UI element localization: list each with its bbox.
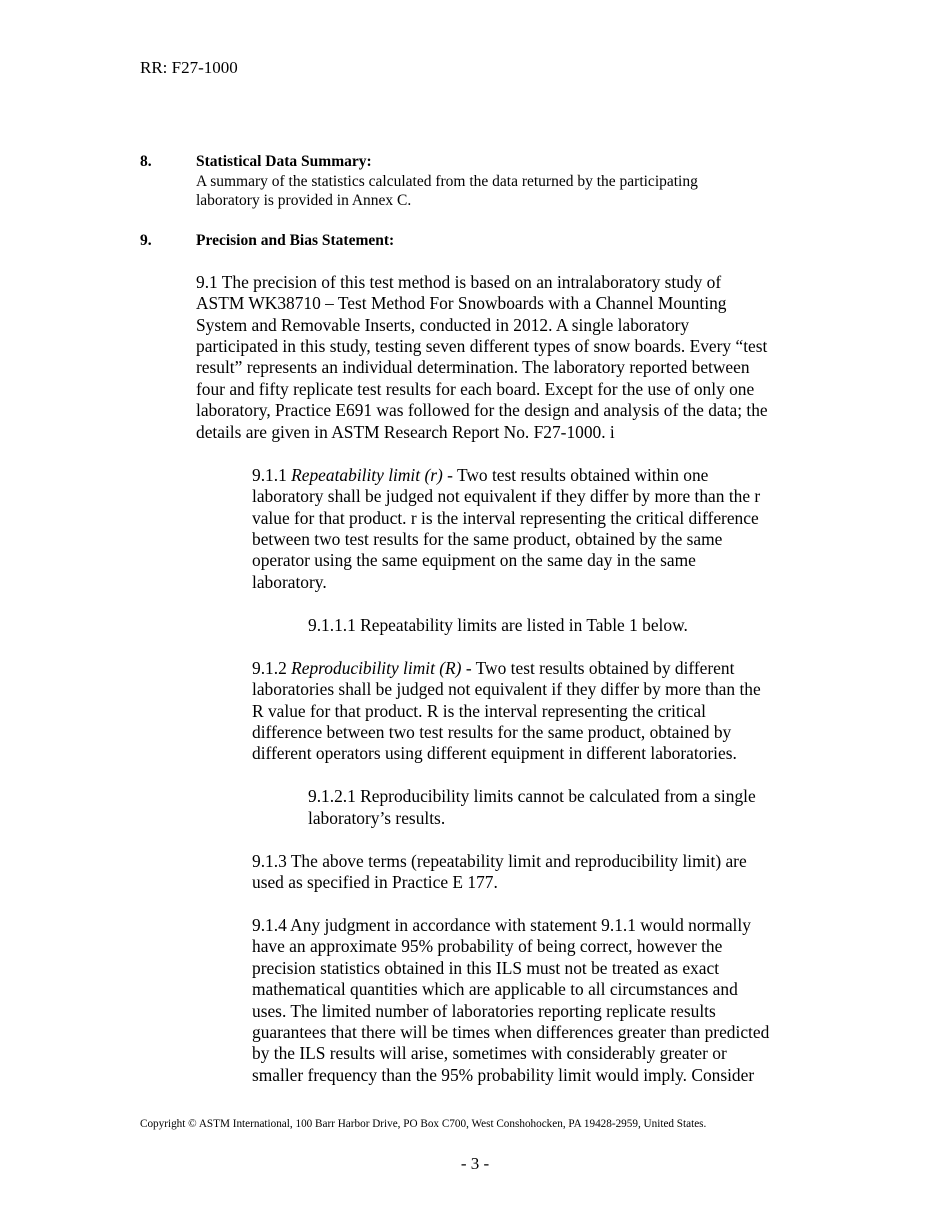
- para-9-1-1-prefix: 9.1.1: [252, 465, 292, 485]
- section-8-number: 8.: [140, 153, 152, 170]
- para-9-1-2-line: difference between two test results for the same product, obtained by: [252, 722, 732, 742]
- reproducibility-term: Reproducibility limit (R): [291, 658, 462, 678]
- para-9-1-4-line: guarantees that there will be times when differences greater than predicted: [252, 1022, 770, 1042]
- section-9-number: 9.: [140, 232, 152, 249]
- para-9-1-4-line: uses. The limited number of laboratories reporting replicate results: [252, 1001, 716, 1021]
- section-9-title: Precision and Bias Statement:: [196, 232, 395, 249]
- para-9-1-2-1-line: laboratory’s results.: [308, 808, 446, 828]
- footer-copyright: Copyright © ASTM International, 100 Barr Harbor Drive, PO Box C700, West Conshohocken, PA 19428-2959, United States.: [140, 1118, 707, 1130]
- section-8-text-line: A summary of the statistics calculated from the data returned by the participating: [196, 173, 698, 190]
- section-8-title: Statistical Data Summary:: [196, 153, 372, 170]
- para-9-1-line: ASTM WK38710 – Test Method For Snowboards with a Channel Mounting: [196, 293, 727, 313]
- para-9-1-1-line: laboratory shall be judged not equivalent if they differ by more than the r: [252, 486, 761, 506]
- para-9-1-4-line: by the ILS results will arise, sometimes with considerably greater or: [252, 1043, 727, 1063]
- para-9-1-line: laboratory, Practice E691 was followed for the design and analysis of the data; the: [196, 400, 768, 420]
- para-9-1-2-line: R value for that product. R is the interval representing the critical: [252, 701, 706, 721]
- para-9-1-line: participated in this study, testing seven different types of snow boards. Every “test: [196, 336, 768, 356]
- section-8-text-line: laboratory is provided in Annex C.: [196, 192, 412, 209]
- para-9-1-1-1: 9.1.1.1 Repeatability limits are listed in Table 1 below.: [308, 615, 688, 635]
- para-9-1-2-line: different operators using different equipment in different laboratories.: [252, 743, 737, 763]
- para-9-1-2-first-line: [252, 658, 734, 679]
- para-9-1-line: result” represents an individual determination. The laboratory reported between: [196, 357, 750, 377]
- para-9-1-4-line: precision statistics obtained in this ILS must not be treated as exact: [252, 958, 720, 978]
- page-number: - 3 -: [460, 1154, 490, 1173]
- para-9-1-1-first-line: [252, 465, 708, 486]
- para-9-1-1-rest: - Two test results obtained within one: [442, 465, 709, 485]
- para-9-1-line: 9.1 The precision of this test method is based on an intralaboratory study of: [196, 272, 722, 292]
- para-9-1-4-line: 9.1.4 Any judgment in accordance with statement 9.1.1 would normally: [252, 915, 751, 935]
- para-9-1-line: details are given in ASTM Research Report No. F27-1000. i: [196, 422, 615, 442]
- repeatability-term: Repeatability limit (r): [291, 465, 443, 485]
- para-9-1-4-line: smaller frequency than the 95% probability limit would imply. Consider: [252, 1065, 755, 1085]
- para-9-1-1-line: value for that product. r is the interval representing the critical difference: [252, 508, 759, 528]
- para-9-1-1-line: laboratory.: [252, 572, 327, 592]
- para-9-1-line: four and fifty replicate test results for each board. Except for the use of only one: [196, 379, 755, 399]
- para-9-1-3-line: used as specified in Practice E 177.: [252, 872, 498, 892]
- para-9-1-2-1-line: 9.1.2.1 Reproducibility limits cannot be calculated from a single: [308, 786, 756, 806]
- para-9-1-2-prefix: 9.1.2: [252, 658, 292, 678]
- para-9-1-2-line: laboratories shall be judged not equivalent if they differ by more than the: [252, 679, 761, 699]
- report-code: RR: F27-1000: [140, 58, 238, 77]
- para-9-1-1-line: operator using the same equipment on the same day in the same: [252, 550, 696, 570]
- para-9-1-4-line: have an approximate 95% probability of being correct, however the: [252, 936, 723, 956]
- para-9-1-line: System and Removable Inserts, conducted in 2012. A single laboratory: [196, 315, 690, 335]
- para-9-1-4-line: mathematical quantities which are applicable to all circumstances and: [252, 979, 738, 999]
- para-9-1-2-rest: - Two test results obtained by different: [461, 658, 735, 678]
- para-9-1-1-line: between two test results for the same product, obtained by the same: [252, 529, 723, 549]
- para-9-1-3-line: 9.1.3 The above terms (repeatability limit and reproducibility limit) are: [252, 851, 747, 871]
